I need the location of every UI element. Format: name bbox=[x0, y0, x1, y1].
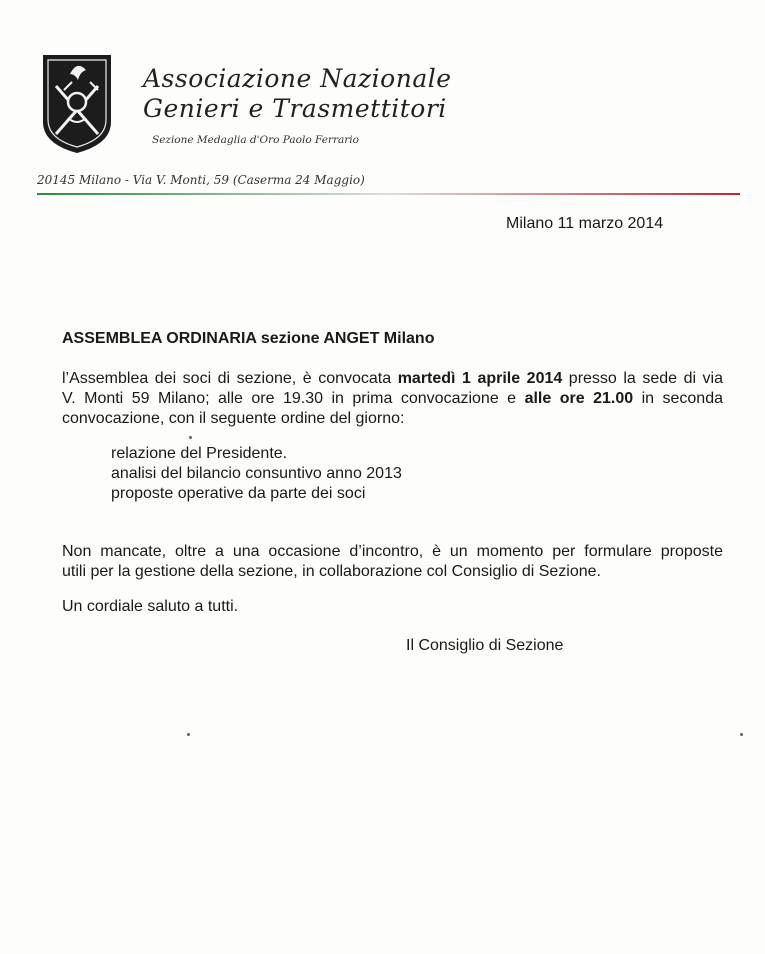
scan-speck bbox=[740, 733, 743, 736]
convocation-line-2 bbox=[62, 389, 723, 409]
agenda-item: analisi del bilancio consuntivo anno 2013 bbox=[111, 465, 402, 482]
letterhead-address: 20145 Milano - Via V. Monti, 59 (Caserma 24 Maggio) bbox=[37, 173, 365, 187]
scan-speck bbox=[187, 733, 190, 736]
letter-heading: ASSEMBLEA ORDINARIA sezione ANGET Milano bbox=[62, 330, 435, 347]
convocation-line-1 bbox=[62, 369, 723, 389]
convocation-paragraph bbox=[62, 369, 723, 429]
convocation-text: in seconda bbox=[633, 390, 724, 407]
scan-speck bbox=[189, 436, 192, 439]
invitation-line-1: Non mancate, oltre a una occasione d’incontro, è un momento per formulare proposte bbox=[62, 543, 723, 560]
agenda-item: proposte operative da parte dei soci bbox=[111, 485, 366, 502]
closing-greeting: Un cordiale saluto a tutti. bbox=[62, 598, 239, 615]
agenda-list bbox=[111, 444, 402, 504]
invitation-paragraph bbox=[62, 542, 723, 582]
agenda-item: relazione del Presidente. bbox=[111, 445, 288, 462]
second-call-time: alle ore 21.00 bbox=[524, 390, 634, 407]
tricolor-rule bbox=[37, 193, 740, 195]
section-name: Sezione Medaglia d'Oro Paolo Ferrario bbox=[152, 134, 359, 146]
association-name-line1: Associazione Nazionale bbox=[143, 64, 452, 93]
meeting-date: martedì 1 aprile 2014 bbox=[397, 370, 563, 387]
association-emblem-icon bbox=[40, 52, 114, 156]
signature: Il Consiglio di Sezione bbox=[406, 637, 564, 654]
convocation-line-3: convocazione, con il seguente ordine del giorno: bbox=[62, 410, 405, 427]
letter-date: Milano 11 marzo 2014 bbox=[506, 215, 664, 232]
invitation-line-2: utili per la gestione della sezione, in collaborazione col Consiglio di Sezione. bbox=[62, 563, 601, 580]
convocation-text: presso la sede di via bbox=[562, 370, 724, 387]
convocation-text: l’Assemblea dei soci di sezione, è convocata bbox=[62, 370, 398, 387]
association-name-line2: Genieri e Trasmettitori bbox=[143, 94, 447, 123]
shield-emblem-graphic bbox=[40, 52, 114, 156]
convocation-text: V. Monti 59 Milano; alle ore 19.30 in prima convocazione e bbox=[62, 390, 525, 407]
